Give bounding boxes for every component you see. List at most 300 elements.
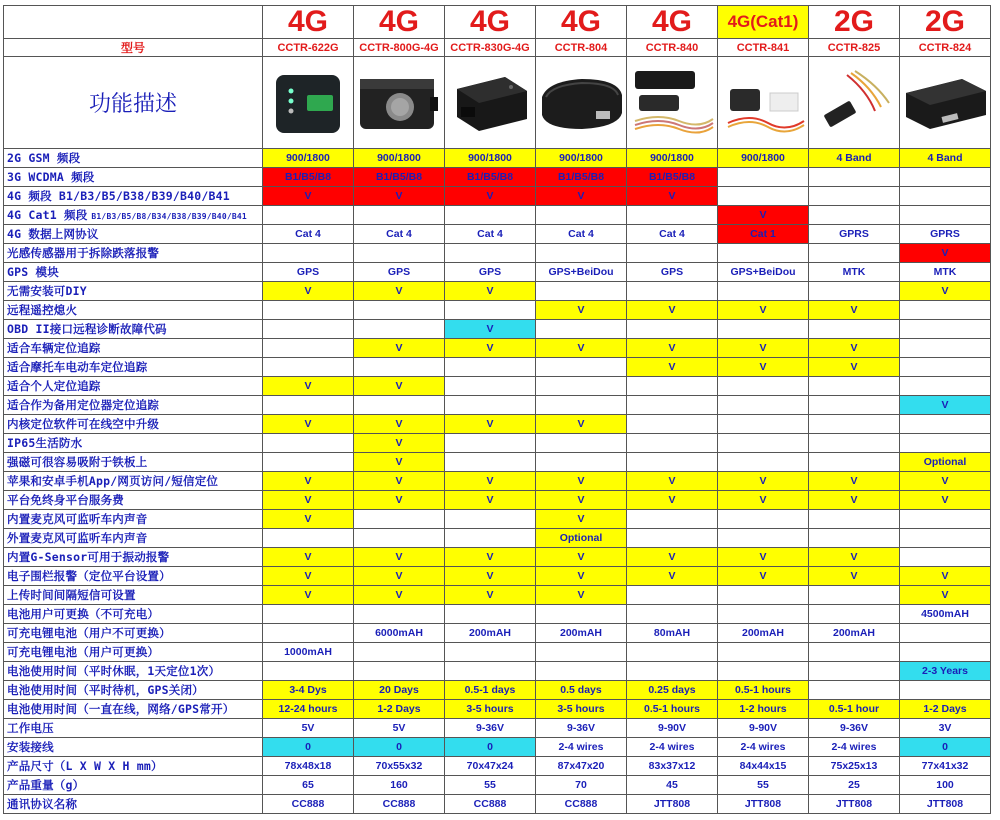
- spec-cell: 9-90V: [627, 719, 718, 738]
- spec-cell: [900, 548, 991, 567]
- spec-cell: [536, 358, 627, 377]
- product-image-obd-plug-tracker: [445, 57, 536, 149]
- spec-cell: V: [809, 491, 900, 510]
- spec-cell: [809, 244, 900, 263]
- spec-cell: [536, 453, 627, 472]
- spec-cell: [809, 586, 900, 605]
- spec-cell: [445, 244, 536, 263]
- spec-cell: 0: [900, 738, 991, 757]
- spec-row-label: [4, 776, 263, 795]
- spec-cell: [263, 605, 354, 624]
- spec-cell: 0.5-1 days: [445, 681, 536, 700]
- description-label: 功能描述: [4, 57, 263, 149]
- spec-cell: 78x48x18: [263, 757, 354, 776]
- spec-row-label: [4, 529, 263, 548]
- spec-cell: 2-4 wires: [809, 738, 900, 757]
- spec-cell: [354, 643, 445, 662]
- spec-cell: V: [627, 339, 718, 358]
- spec-row-label: [4, 263, 263, 282]
- spec-cell: 84x44x15: [718, 757, 809, 776]
- spec-cell: 9-36V: [809, 719, 900, 738]
- spec-row-label: [4, 700, 263, 719]
- spec-row: [4, 244, 991, 263]
- spec-cell: [900, 434, 991, 453]
- spec-cell: 3-5 hours: [536, 700, 627, 719]
- spec-cell: [718, 586, 809, 605]
- spec-row: [4, 548, 991, 567]
- spec-cell: V: [445, 320, 536, 339]
- spec-cell: [900, 206, 991, 225]
- spec-cell: V: [263, 586, 354, 605]
- spec-cell: V: [900, 586, 991, 605]
- spec-cell: V: [263, 415, 354, 434]
- spec-cell: [354, 510, 445, 529]
- spec-row-label: [4, 472, 263, 491]
- spec-row: [4, 700, 991, 719]
- spec-row: [4, 567, 991, 586]
- spec-cell: V: [627, 491, 718, 510]
- spec-cell: [445, 453, 536, 472]
- spec-cell: V: [536, 187, 627, 206]
- spec-cell: V: [536, 415, 627, 434]
- spec-cell: 0.5-1 hour: [809, 700, 900, 719]
- spec-cell: [263, 662, 354, 681]
- spec-cell: V: [445, 472, 536, 491]
- spec-cell: V: [536, 548, 627, 567]
- model-label: 型号: [4, 39, 263, 57]
- spec-cell: Cat 4: [536, 225, 627, 244]
- spec-cell: V: [718, 548, 809, 567]
- spec-row: [4, 377, 991, 396]
- spec-row-label-text: 可充电锂电池（用户可更换）: [7, 645, 160, 659]
- spec-row-label-text: 通讯协议名称: [7, 797, 78, 811]
- spec-cell: [445, 358, 536, 377]
- spec-cell: [627, 206, 718, 225]
- spec-cell: 1-2 hours: [718, 700, 809, 719]
- spec-row-label-text: OBD II接口远程诊断故障代码: [7, 322, 167, 336]
- spec-cell: [900, 320, 991, 339]
- spec-cell: V: [627, 472, 718, 491]
- spec-row-label: [4, 624, 263, 643]
- spec-cell: V: [900, 282, 991, 301]
- spec-cell: 4 Band: [809, 149, 900, 168]
- spec-row-label: [4, 187, 263, 206]
- spec-cell: [536, 206, 627, 225]
- spec-cell: V: [445, 586, 536, 605]
- spec-cell: [627, 605, 718, 624]
- spec-cell: [900, 301, 991, 320]
- spec-cell: 83x37x12: [627, 757, 718, 776]
- spec-cell: V: [809, 472, 900, 491]
- spec-cell: 20 Days: [354, 681, 445, 700]
- spec-cell: V: [445, 567, 536, 586]
- spec-row-label-bands: B1/B3/B5/B8/B34/B38/B39/B40/B41: [91, 212, 247, 221]
- spec-cell: [718, 529, 809, 548]
- spec-row-label-text: 电子围栏报警（定位平台设置）: [7, 569, 171, 583]
- spec-cell: [900, 377, 991, 396]
- spec-cell: 4 Band: [900, 149, 991, 168]
- spec-cell: [627, 282, 718, 301]
- spec-cell: [809, 206, 900, 225]
- spec-cell: [627, 377, 718, 396]
- spec-cell: 2-3 Years: [900, 662, 991, 681]
- spec-cell: V: [718, 358, 809, 377]
- spec-cell: [627, 529, 718, 548]
- generation-label: 2G: [900, 6, 991, 39]
- model-name: CCTR-841: [718, 39, 809, 57]
- spec-cell: V: [263, 567, 354, 586]
- spec-row-label-text: 强磁可很容易吸附于铁板上: [7, 455, 148, 469]
- spec-cell: 6000mAH: [354, 624, 445, 643]
- spec-cell: 55: [718, 776, 809, 795]
- spec-cell: [263, 624, 354, 643]
- spec-row-label: [4, 377, 263, 396]
- spec-cell: B1/B5/B8: [354, 168, 445, 187]
- spec-cell: V: [263, 187, 354, 206]
- spec-row: [4, 757, 991, 776]
- spec-row: [4, 472, 991, 491]
- spec-cell: [354, 396, 445, 415]
- spec-cell: 4500mAH: [900, 605, 991, 624]
- spec-row: [4, 719, 991, 738]
- spec-cell: [627, 415, 718, 434]
- spec-cell: [627, 586, 718, 605]
- spec-cell: V: [718, 206, 809, 225]
- model-name: CCTR-800G-4G: [354, 39, 445, 57]
- spec-cell: [718, 168, 809, 187]
- spec-row-label: [4, 548, 263, 567]
- spec-cell: V: [627, 548, 718, 567]
- spec-row: [4, 453, 991, 472]
- spec-cell: 0.25 days: [627, 681, 718, 700]
- spec-cell: 45: [627, 776, 718, 795]
- spec-row-label-text: 4G Cat1 频段: [7, 208, 88, 222]
- spec-cell: [809, 434, 900, 453]
- spec-cell: GPS+BeiDou: [718, 263, 809, 282]
- spec-row-label: [4, 320, 263, 339]
- spec-cell: GPS: [263, 263, 354, 282]
- spec-cell: [445, 396, 536, 415]
- spec-cell: [900, 510, 991, 529]
- spec-cell: 70x55x32: [354, 757, 445, 776]
- spec-row: [4, 776, 991, 795]
- spec-cell: [900, 643, 991, 662]
- spec-cell: [809, 605, 900, 624]
- spec-cell: V: [627, 301, 718, 320]
- spec-row: [4, 586, 991, 605]
- spec-cell: V: [354, 415, 445, 434]
- spec-cell: 0.5-1 hours: [627, 700, 718, 719]
- spec-cell: [718, 244, 809, 263]
- spec-cell: [536, 434, 627, 453]
- spec-cell: V: [263, 472, 354, 491]
- spec-cell: [263, 453, 354, 472]
- generation-label: 4G: [627, 6, 718, 39]
- spec-row: [4, 510, 991, 529]
- spec-cell: V: [354, 434, 445, 453]
- spec-row-label: [4, 396, 263, 415]
- spec-row-label-text: 苹果和安卓手机App/网页访问/短信定位: [7, 474, 219, 488]
- spec-cell: [536, 396, 627, 415]
- spec-cell: [263, 396, 354, 415]
- product-image-black-tracker-with-harness: [627, 57, 718, 149]
- spec-row-label: [4, 301, 263, 320]
- spec-cell: [536, 605, 627, 624]
- spec-cell: V: [445, 339, 536, 358]
- spec-row-label: [4, 358, 263, 377]
- spec-cell: Cat 4: [627, 225, 718, 244]
- spec-row: [4, 605, 991, 624]
- spec-cell: [263, 301, 354, 320]
- spec-row-label-text: 上传时间间隔短信可设置: [7, 588, 136, 602]
- spec-cell: V: [263, 491, 354, 510]
- spec-cell: 77x41x32: [900, 757, 991, 776]
- spec-cell: 0: [445, 738, 536, 757]
- spec-cell: CC888: [445, 795, 536, 814]
- spec-row-label-text: 内置麦克风可监听车内声音: [7, 512, 148, 526]
- spec-cell: GPRS: [900, 225, 991, 244]
- model-name: CCTR-840: [627, 39, 718, 57]
- spec-cell: V: [445, 548, 536, 567]
- spec-row-label-text: 光感传感器用于拆除跌落报警: [7, 246, 160, 260]
- spec-cell: [536, 662, 627, 681]
- spec-cell: V: [354, 491, 445, 510]
- spec-row: [4, 263, 991, 282]
- spec-row-label: [4, 244, 263, 263]
- spec-row: [4, 187, 991, 206]
- spec-cell: V: [354, 586, 445, 605]
- spec-cell: JTT808: [900, 795, 991, 814]
- spec-cell: [627, 244, 718, 263]
- spec-cell: [809, 529, 900, 548]
- spec-row-label: [4, 168, 263, 187]
- spec-cell: B1/B5/B8: [536, 168, 627, 187]
- spec-row-label: [4, 738, 263, 757]
- spec-cell: V: [536, 510, 627, 529]
- spec-cell: 25: [809, 776, 900, 795]
- spec-row-label: [4, 434, 263, 453]
- spec-row-label-text: 无需安装可DIY: [7, 284, 87, 298]
- spec-cell: 2-4 wires: [718, 738, 809, 757]
- spec-cell: V: [536, 491, 627, 510]
- spec-cell: JTT808: [718, 795, 809, 814]
- spec-cell: 200mAH: [809, 624, 900, 643]
- spec-cell: 70: [536, 776, 627, 795]
- product-image-black-tracker-with-screen: [263, 57, 354, 149]
- spec-row-label-text: 适合摩托车电动车定位追踪: [7, 360, 148, 374]
- spec-cell: [718, 510, 809, 529]
- spec-row-label: [4, 586, 263, 605]
- spec-row-label: [4, 282, 263, 301]
- spec-row: [4, 738, 991, 757]
- spec-cell: V: [627, 567, 718, 586]
- spec-cell: MTK: [900, 263, 991, 282]
- spec-row-label: [4, 225, 263, 244]
- spec-row: [4, 434, 991, 453]
- spec-cell: [627, 453, 718, 472]
- spec-cell: [354, 529, 445, 548]
- generation-row: [4, 6, 991, 39]
- spec-row: [4, 206, 991, 225]
- spec-cell: [263, 434, 354, 453]
- spec-cell: 5V: [263, 719, 354, 738]
- spec-cell: [809, 643, 900, 662]
- spec-cell: B1/B5/B8: [445, 168, 536, 187]
- generation-label: 4G: [536, 6, 627, 39]
- spec-cell: [536, 244, 627, 263]
- model-name: CCTR-830G-4G: [445, 39, 536, 57]
- spec-row-label: [4, 149, 263, 168]
- spec-row-label: [4, 567, 263, 586]
- spec-row: [4, 491, 991, 510]
- spec-cell: [900, 358, 991, 377]
- spec-row-label: [4, 643, 263, 662]
- spec-cell: 0.5-1 hours: [718, 681, 809, 700]
- spec-row-label-text: IP65生活防水: [7, 436, 83, 450]
- spec-cell: 75x25x13: [809, 757, 900, 776]
- spec-row-label-text: 适合作为备用定位器定位追踪: [7, 398, 160, 412]
- spec-cell: V: [536, 472, 627, 491]
- spec-row-label-text: 2G GSM 频段: [7, 151, 81, 165]
- spec-cell: V: [900, 567, 991, 586]
- spec-cell: V: [900, 244, 991, 263]
- spec-cell: 0.5 days: [536, 681, 627, 700]
- spec-cell: [809, 510, 900, 529]
- spec-cell: V: [627, 187, 718, 206]
- spec-cell: [900, 187, 991, 206]
- spec-cell: [354, 320, 445, 339]
- spec-cell: GPRS: [809, 225, 900, 244]
- spec-cell: [900, 624, 991, 643]
- spec-cell: Cat 4: [263, 225, 354, 244]
- spec-cell: 5V: [354, 719, 445, 738]
- spec-cell: [809, 282, 900, 301]
- spec-cell: 55: [445, 776, 536, 795]
- spec-row: [4, 681, 991, 700]
- generation-label: 4G: [263, 6, 354, 39]
- spec-row: [4, 415, 991, 434]
- spec-cell: [718, 377, 809, 396]
- spec-cell: 1-2 Days: [900, 700, 991, 719]
- spec-row: [4, 396, 991, 415]
- spec-cell: 900/1800: [354, 149, 445, 168]
- spec-row-label: [4, 662, 263, 681]
- spec-cell: [809, 396, 900, 415]
- product-image-slim-black-tracker: [536, 57, 627, 149]
- spec-row-label-text: 内核定位软件可在线空中升级: [7, 417, 160, 431]
- spec-cell: [718, 415, 809, 434]
- spec-cell: V: [809, 301, 900, 320]
- spec-cell: V: [809, 548, 900, 567]
- spec-row-label-text: 4G 数据上网协议: [7, 227, 99, 241]
- spec-row-label-text: 产品重量（g）: [7, 778, 85, 792]
- spec-cell: [718, 396, 809, 415]
- spec-cell: [263, 529, 354, 548]
- spec-cell: [718, 643, 809, 662]
- spec-cell: 65: [263, 776, 354, 795]
- spec-row-label: [4, 510, 263, 529]
- spec-cell: [445, 643, 536, 662]
- spec-cell: [809, 415, 900, 434]
- model-row: [4, 39, 991, 57]
- spec-cell: 1-2 Days: [354, 700, 445, 719]
- product-image-large-battery-tracker: [900, 57, 991, 149]
- image-row: [4, 57, 991, 149]
- spec-cell: V: [445, 415, 536, 434]
- spec-cell: V: [354, 548, 445, 567]
- spec-cell: GPS: [354, 263, 445, 282]
- spec-row-label-text: 远程遥控熄火: [7, 303, 78, 317]
- spec-cell: [627, 510, 718, 529]
- spec-row-label: [4, 415, 263, 434]
- spec-cell: 2-4 wires: [627, 738, 718, 757]
- spec-cell: [445, 434, 536, 453]
- spec-cell: [354, 662, 445, 681]
- spec-row: [4, 301, 991, 320]
- spec-cell: [809, 453, 900, 472]
- spec-cell: [809, 681, 900, 700]
- spec-cell: 900/1800: [263, 149, 354, 168]
- spec-cell: [809, 320, 900, 339]
- spec-cell: V: [900, 396, 991, 415]
- spec-cell: V: [354, 339, 445, 358]
- spec-cell: [354, 358, 445, 377]
- spec-cell: V: [445, 282, 536, 301]
- spec-cell: [263, 244, 354, 263]
- spec-cell: 200mAH: [536, 624, 627, 643]
- spec-row: [4, 339, 991, 358]
- spec-cell: CC888: [536, 795, 627, 814]
- model-name: CCTR-824: [900, 39, 991, 57]
- spec-cell: V: [445, 491, 536, 510]
- spec-cell: [445, 206, 536, 225]
- spec-cell: [900, 681, 991, 700]
- spec-cell: V: [354, 187, 445, 206]
- spec-cell: V: [263, 548, 354, 567]
- spec-cell: 87x47x20: [536, 757, 627, 776]
- spec-cell: V: [718, 567, 809, 586]
- spec-row-label-text: 电池使用时间（平时待机，GPS关闭）: [7, 683, 204, 697]
- spec-cell: [536, 320, 627, 339]
- spec-cell: [445, 510, 536, 529]
- spec-cell: 9-36V: [445, 719, 536, 738]
- spec-cell: [809, 187, 900, 206]
- spec-cell: CC888: [263, 795, 354, 814]
- spec-cell: [354, 301, 445, 320]
- spec-cell: [900, 415, 991, 434]
- spec-cell: 12-24 hours: [263, 700, 354, 719]
- spec-cell: 9-90V: [718, 719, 809, 738]
- spec-cell: V: [536, 586, 627, 605]
- spec-cell: [627, 662, 718, 681]
- spec-cell: [354, 605, 445, 624]
- spec-cell: V: [718, 301, 809, 320]
- spec-cell: [445, 377, 536, 396]
- spec-cell: [445, 301, 536, 320]
- spec-cell: [718, 605, 809, 624]
- spec-cell: [718, 434, 809, 453]
- spec-cell: [445, 605, 536, 624]
- spec-row: [4, 358, 991, 377]
- spec-row-label-text: 内置G-Sensor可用于振动报警: [7, 550, 170, 564]
- spec-cell: 100: [900, 776, 991, 795]
- spec-row: [4, 529, 991, 548]
- generation-label: 2G: [809, 6, 900, 39]
- spec-cell: 200mAH: [718, 624, 809, 643]
- spec-cell: 900/1800: [718, 149, 809, 168]
- spec-cell: [627, 643, 718, 662]
- spec-cell: V: [354, 282, 445, 301]
